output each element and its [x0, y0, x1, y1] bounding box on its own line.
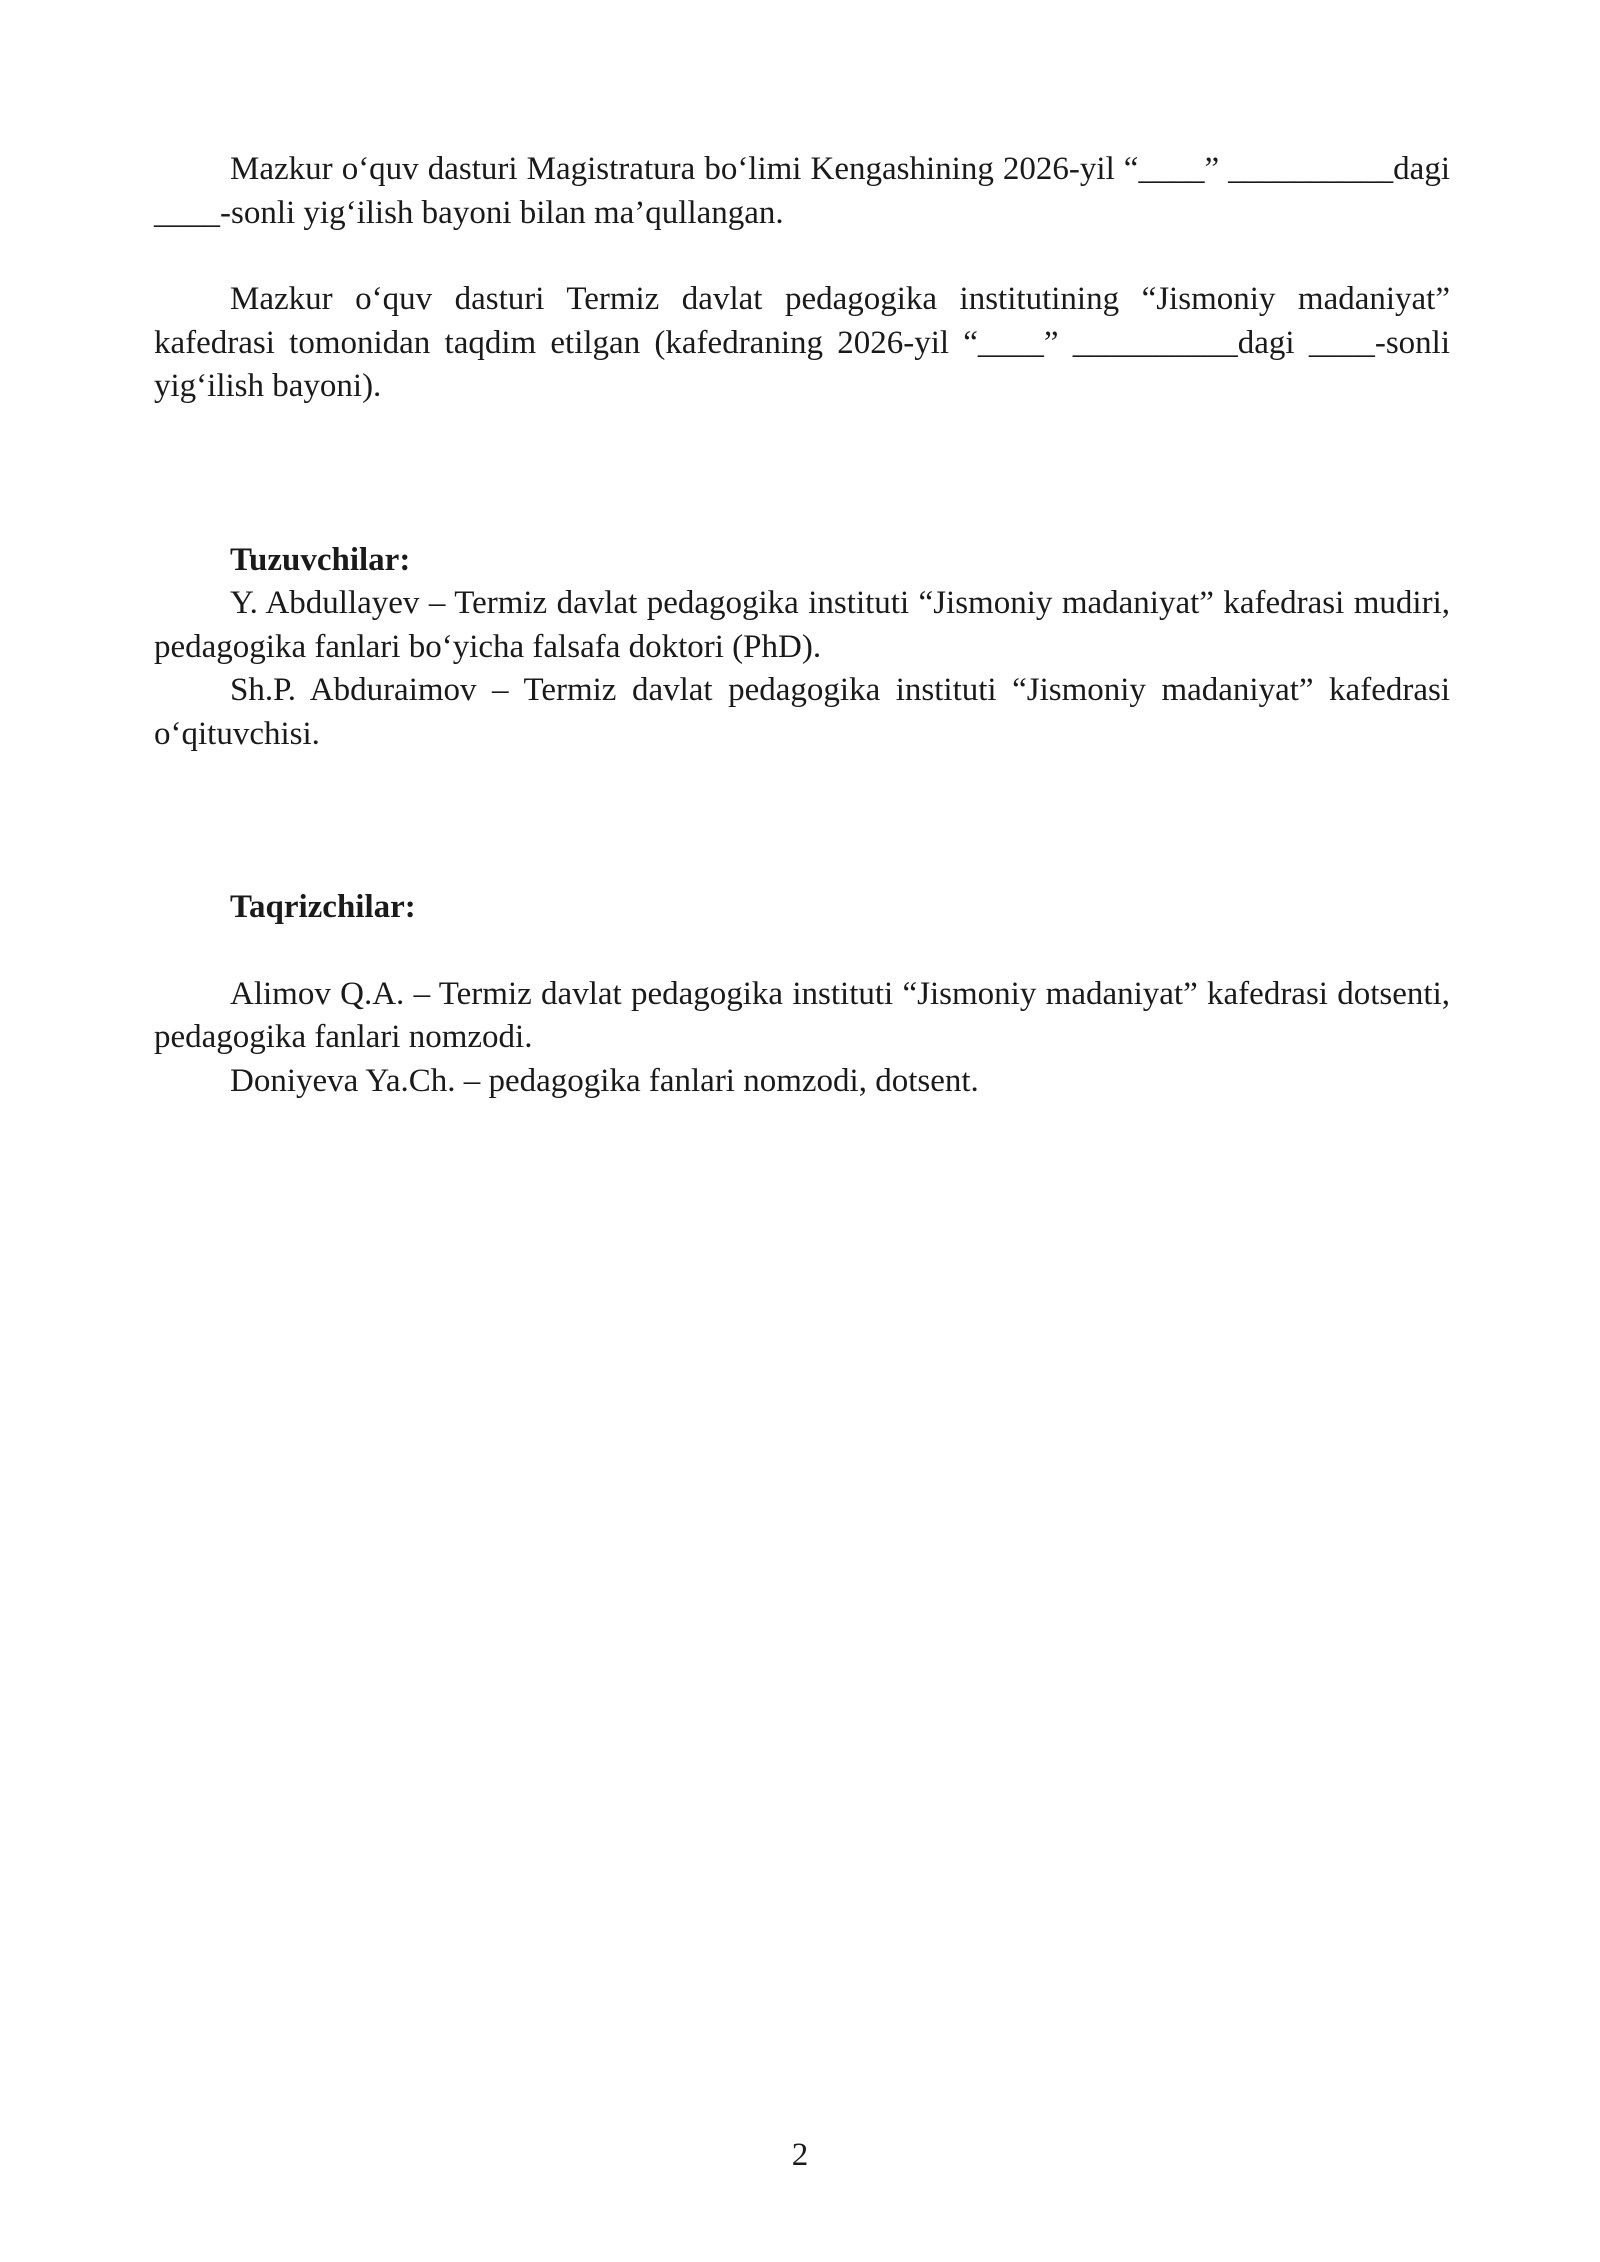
compilers-heading: Tuzuvchilar:: [230, 541, 411, 578]
compiler-entry: Sh.P. Abduraimov – Termiz davlat pedagogika instituti “Jismoniy madaniyat” kafedrasi o‘qituvchisi.: [154, 672, 1450, 752]
compilers-section: [154, 539, 1450, 757]
spacer: [154, 930, 1450, 973]
reviewers-heading: Taqrizchilar:: [230, 889, 416, 925]
spacer: [154, 409, 1450, 539]
reviewers-section: [154, 886, 1450, 1103]
document-page: [154, 148, 1450, 1103]
reviewer-entry: Alimov Q.A. – Termiz davlat pedagogika instituti “Jismoniy madaniyat” kafedrasi dotsenti, pedagogika fanlari nomzodi.: [154, 975, 1450, 1055]
compiler-entry: Y. Abdullayev – Termiz davlat pedagogika instituti “Jismoniy madaniyat” kafedrasi mudiri, pedagogika fanlari bo‘yicha falsafa doktori (PhD).: [154, 585, 1450, 665]
spacer: [154, 235, 1450, 278]
spacer: [154, 756, 1450, 886]
department-paragraph: Mazkur o‘quv dasturi Termiz davlat pedagogika institutining “Jismoniy madaniyat” kafedrasi tomonidan taqdim etilgan (kafedraning 2026-yil “____” __________dagi ____-sonli yig‘ilish bayoni).: [154, 281, 1450, 404]
reviewer-entry: Doniyeva Ya.Ch. – pedagogika fanlari nomzodi, dotsent.: [230, 1062, 979, 1099]
page-number: 2: [791, 2137, 809, 2173]
approval-paragraph: Mazkur o‘quv dasturi Magistratura bo‘limi Kengashining 2026-yil “____” __________dagi ____-sonli yig‘ilish bayoni bilan ma’qullangan.: [154, 151, 1450, 231]
